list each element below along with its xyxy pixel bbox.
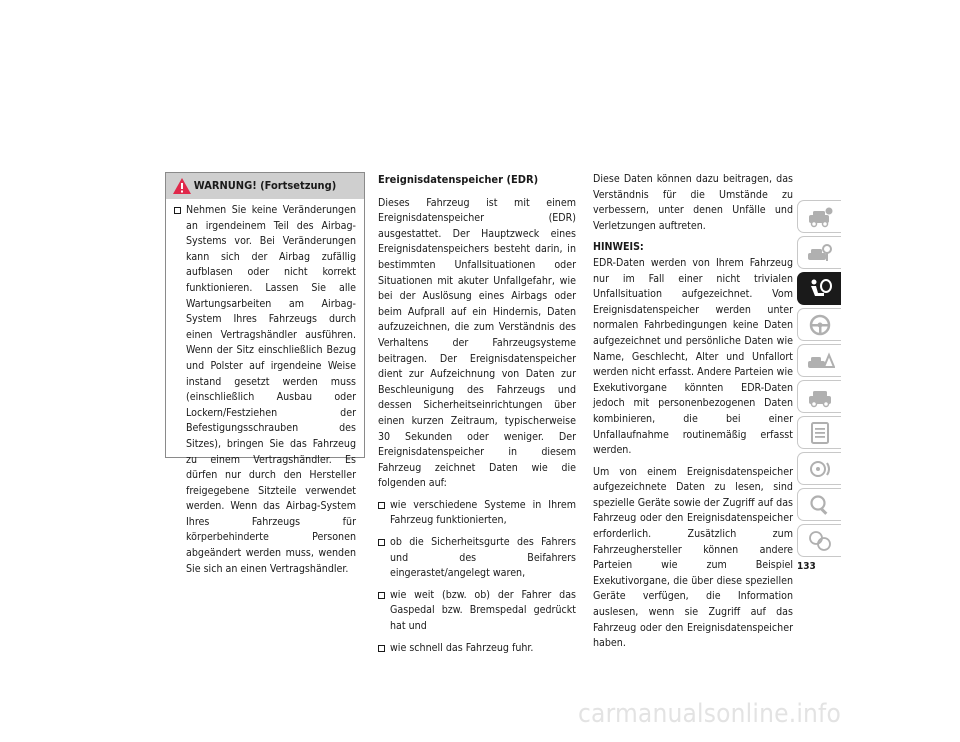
tab-safety[interactable]: [797, 272, 841, 305]
box-bullet-icon: [378, 645, 385, 652]
warning-bullet-text: Nehmen Sie keine Veränderungen an irgendeinem Teil des Airbag-Systems vor. Bei Veränderungen kann sich der Airbag zufällig aufblasen oder nicht korrekt funktionieren. Lassen Sie alle Wartungsarbeiten am Airbag-System Ihres Fahrzeugs durch einen Vertragshändler ausführen. Wenn der Sitz einschließlich Bezug und Polster auf irgendeine Weise instand gesetzt werden muss (einschließlich Ausbau oder Lockern/Festziehen der Befestigungsschrauben des Sitzes), bringen Sie das Fahrzeug zu einem Vertragshändler. Es dürfen nur durch den Hersteller freigegebene Sitzteile verwendet werden. Wenn das Airbag-System Ihres Fahrzeugs für körperbehinderte Personen abgeändert werden muss, wenden Sie sich an einen Vertragshändler.: [186, 204, 356, 575]
box-bullet-icon: [378, 502, 385, 509]
watermark: carmanualsonline.info: [578, 699, 841, 729]
edr-heading: Ereignisdatenspeicher (EDR): [378, 173, 539, 186]
tab-multimedia[interactable]: [797, 452, 841, 485]
audio-icon: [805, 457, 835, 481]
tab-index[interactable]: [797, 488, 841, 521]
list-item: [378, 641, 576, 657]
car-info-icon: [805, 205, 835, 229]
tab-emergency[interactable]: [797, 344, 841, 377]
list-item-text: wie weit (bzw. ob) der Fahrer das Gaspedal bzw. Bremspedal gedrückt hat und: [390, 588, 576, 633]
steering-wheel-icon: [805, 313, 835, 337]
edr-section: [378, 172, 576, 662]
paragraph: Diese Daten können dazu beitragen, das Verständnis für die Umstände zu verbessern, unter denen Unfälle und Verletzungen auftreten.: [593, 173, 793, 232]
edr-list: [378, 498, 576, 656]
box-bullet-icon: [174, 207, 181, 214]
list-item-text: ob die Sicherheitsgurte des Fahrers und des Beifahrers eingerastet/angelegt waren,: [390, 536, 576, 580]
language-icon: [805, 529, 835, 553]
warning-triangle-icon: [171, 176, 193, 196]
tab-specifications[interactable]: [797, 416, 841, 449]
warning-header: [166, 173, 364, 199]
tab-car-key[interactable]: [797, 236, 841, 269]
note-label: HINWEIS:: [593, 241, 644, 254]
edr-details: [593, 172, 793, 658]
list-item-text: wie schnell das Fahrzeug fuhr.: [390, 641, 534, 654]
edr-intro: Dieses Fahrzeug ist mit einem Ereignisdatenspeicher (EDR) ausgestattet. Der Hauptzweck eines Ereignisdatenspeichers besteht darin, in bestimmten Unfallsituationen oder Situationen mit akuter Unfallgefahr, wie bei der Auslösung eines Airbags oder beim Aufprall auf ein Hindernis, Daten aufzuzeichnen, die zum Verständnis des Verhaltens der Fahrzeugsysteme beitragen. Der Ereignisdatenspeicher dient zur Aufzeichnung von Daten zur Beschleunigung des Fahrzeugs und dessen Sicherheitseinrichtungen über einen kurzen Zeitraum, typischerweise 30 Sekunden oder weniger. Der Ereignisdatenspeicher in diesem Fahrzeug zeichnet Daten wie die folgenden auf:: [378, 196, 576, 490]
roadside-icon: [805, 349, 835, 373]
list-item: [378, 535, 576, 582]
warning-title: WARNUNG! (Fortsetzung): [193, 179, 337, 192]
chapter-tabs: [797, 200, 841, 560]
magnifier-icon: [805, 493, 835, 517]
car-service-icon: [805, 385, 835, 409]
checklist-icon: [805, 421, 835, 445]
list-item: [378, 588, 576, 635]
list-item: [378, 498, 576, 529]
tab-service[interactable]: [797, 380, 841, 413]
note-text: EDR-Daten werden von Ihrem Fahrzeug nur im Fall einer nicht trivialen Unfallsituation aufgezeichnet. Vom Ereignisdatenspeicher werden unter normalen Fahrbedingungen keine Daten aufgezeichnet und persönliche Daten wie Name, Geschlecht, Alter und Unfallort werden nicht erfasst. Andere Parteien wie Exekutivorgane könnten EDR-Daten jedoch mit personenbezogenen Daten kombinieren, die bei einer Unfallaufnahme routinemäßig erfasst werden.: [593, 256, 793, 457]
tab-language[interactable]: [797, 524, 841, 557]
car-key-icon: [805, 241, 835, 265]
warning-bullet: [174, 203, 356, 577]
list-item-text: wie verschiedene Systeme in Ihrem Fahrzeug funktionierten,: [390, 498, 576, 527]
warning-body: [166, 199, 364, 577]
warning-box: [165, 172, 365, 575]
airbag-seat-icon: [805, 277, 835, 301]
tab-driving[interactable]: [797, 308, 841, 341]
tab-car-info[interactable]: [797, 200, 841, 233]
page-number: 133: [797, 561, 816, 572]
box-bullet-icon: [378, 592, 385, 599]
paragraph: Um von einem Ereignisdatenspeicher aufgezeichnete Daten zu lesen, sind spezielle Geräte sowie der Zugriff auf das Fahrzeug oder den Ereignisdatenspeicher erforderlich. Zusätzlich zum Fahrzeughersteller können andere Parteien wie zum Beispiel Exekutivorgane, die über diese speziellen Geräte verfügen, die Information auslesen, wenn sie Zugriff auf das Fahrzeug oder den Ereignisdatenspeicher haben.: [593, 465, 793, 650]
box-bullet-icon: [378, 539, 385, 546]
